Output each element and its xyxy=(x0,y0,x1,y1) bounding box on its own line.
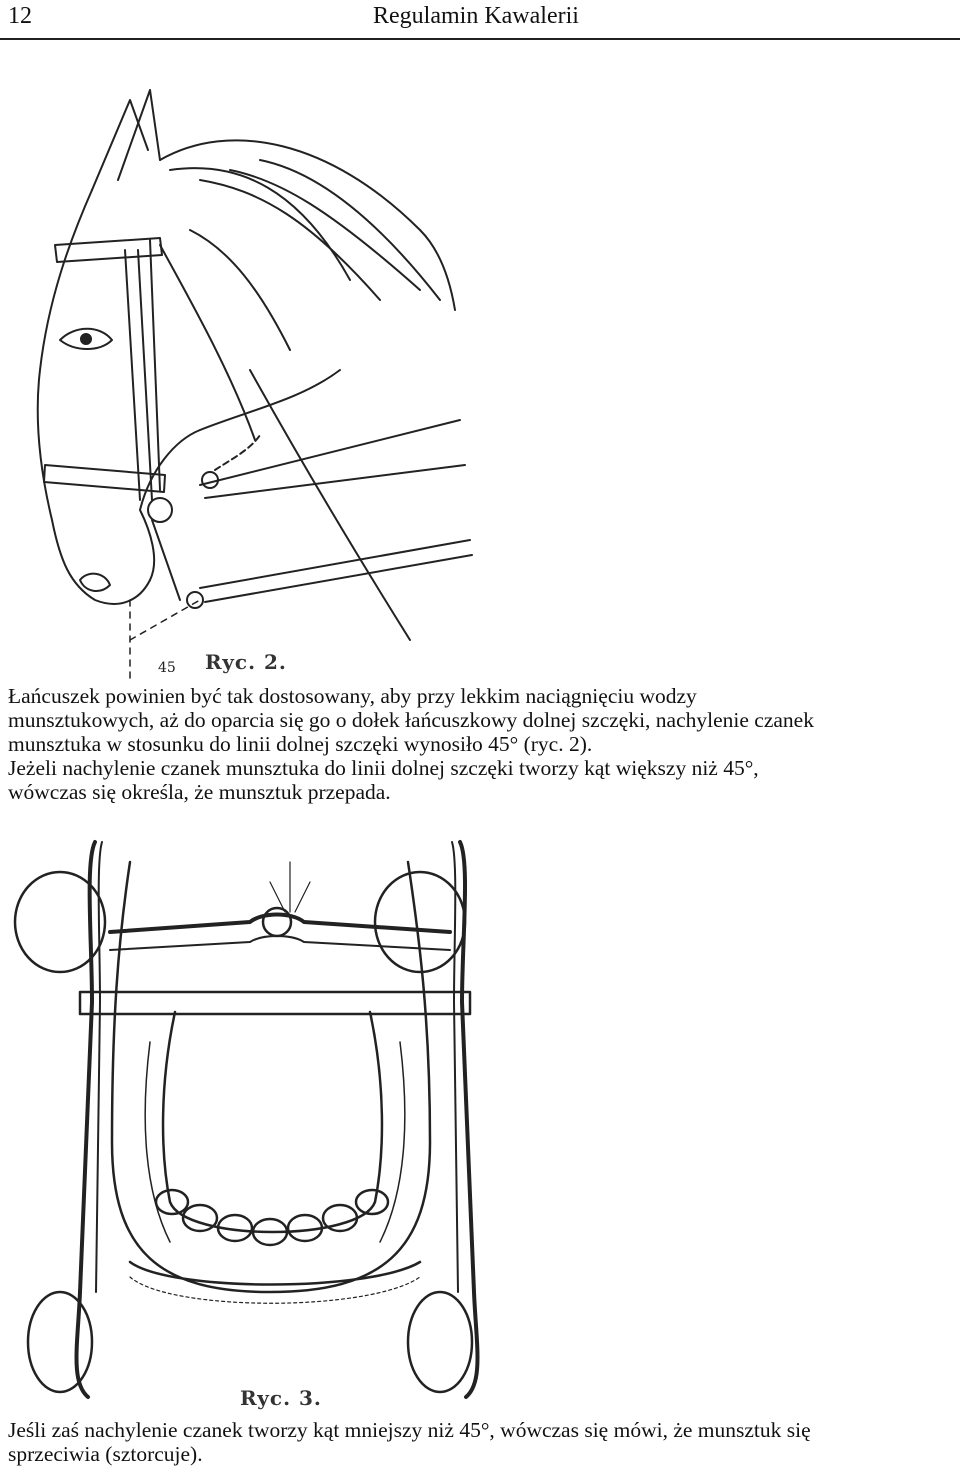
figure-curb-bit xyxy=(0,822,480,1416)
figure-horse-head xyxy=(0,40,480,680)
paragraph-bit-chain: Łańcuszek powinien być tak dostosowany, aby przy lekkim naciągnięciu wodzy munsztukowych, aż do oparcia się go o dołek łańcuszkowy dolnej szczęki, nachylenie czanek munsztuka w stosunku do linii dolnej szczęki wynosiło 45° (ryc. 2). Jeżeli nachylenie czanek munsztuka do linii dolnej szczęki tworzy kąt większy niż 45°, wówczas się określa, że munsztuk przepada. xyxy=(8,684,814,804)
paragraph-bit-angle: Jeśli zaś nachylenie czanek tworzy kąt mniejszy niż 45°, wówczas się mówi, że munsztuk się sprzeciwia (sztorcuje). xyxy=(8,1418,811,1466)
figure-caption-ryc-3: Ryc. 3. xyxy=(240,1386,322,1410)
angle-label: 45 xyxy=(158,660,176,676)
page-header xyxy=(0,0,960,40)
curb-bit-mouth-drawing-icon xyxy=(0,822,480,1416)
page-number: 12 xyxy=(8,3,32,29)
running-title: Regulamin Kawalerii xyxy=(373,3,579,29)
figure-caption-ryc-2: Ryc. 2. xyxy=(205,650,287,674)
horse-head-bridle-drawing-icon xyxy=(0,40,480,680)
